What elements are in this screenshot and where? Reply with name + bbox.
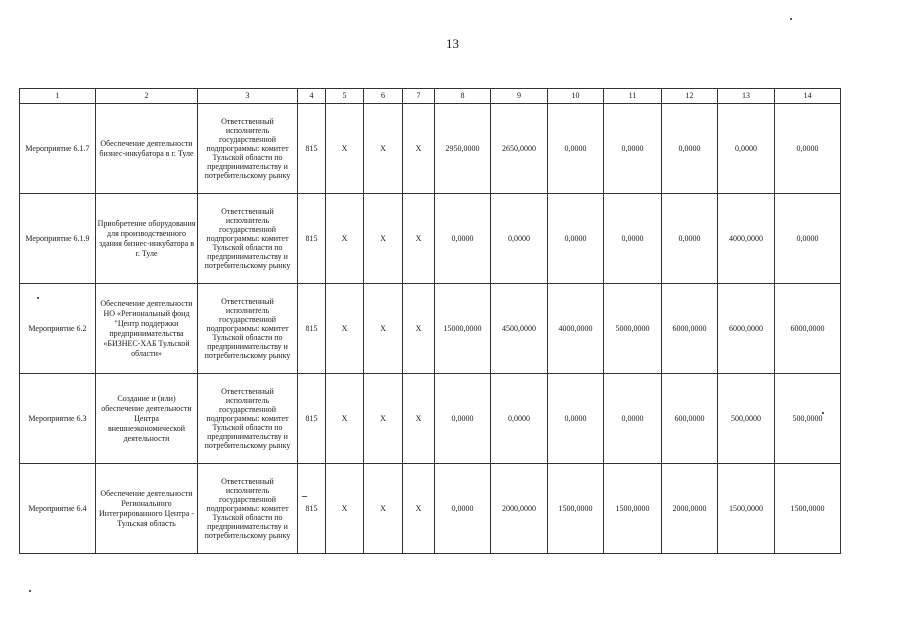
col8-cell: 0,0000 — [435, 194, 491, 284]
col8-cell: 0,0000 — [435, 464, 491, 554]
responsible-cell: Ответственный исполнитель государственной подпрограммы: комитет Тульской области по предпринимательству и потребительскому рынку — [198, 284, 298, 374]
col14-cell: 1500,0000 — [775, 464, 841, 554]
col14-cell: 6000,0000 — [775, 284, 841, 374]
col12-cell: 2000,0000 — [662, 464, 718, 554]
header-cell-4: 4 — [298, 89, 326, 104]
col10-cell: 1500,0000 — [548, 464, 604, 554]
header-cell-3: 3 — [198, 89, 298, 104]
header-cell-6: 6 — [364, 89, 403, 104]
col5-cell: Х — [326, 464, 364, 554]
col12-cell: 0,0000 — [662, 104, 718, 194]
col8-cell: 0,0000 — [435, 374, 491, 464]
col6-cell: Х — [364, 464, 403, 554]
scan-speck — [790, 18, 792, 20]
col13-cell: 1500,0000 — [718, 464, 775, 554]
col13-cell: 6000,0000 — [718, 284, 775, 374]
col10-cell: 0,0000 — [548, 194, 604, 284]
col11-cell: 0,0000 — [604, 374, 662, 464]
col7-cell: Х — [403, 374, 435, 464]
responsible-cell: Ответственный исполнитель государственной подпрограммы: комитет Тульской области по предпринимательству и потребительскому рынку — [198, 374, 298, 464]
header-cell-1: 1 — [20, 89, 96, 104]
col11-cell: 0,0000 — [604, 104, 662, 194]
col13-cell: 500,0000 — [718, 374, 775, 464]
col6-cell: Х — [364, 284, 403, 374]
col11-cell: 1500,0000 — [604, 464, 662, 554]
header-cell-11: 11 — [604, 89, 662, 104]
name-cell: Обеспечение деятельности НО «Региональный фонд "Центр поддержки предпринимательства «БИЗНЕС-ХАБ Тульской области» — [96, 284, 198, 374]
col11-cell: 0,0000 — [604, 194, 662, 284]
scan-speck — [822, 412, 824, 414]
code-cell: 815 — [298, 194, 326, 284]
col9-cell: 2650,0000 — [491, 104, 548, 194]
col10-cell: 4000,0000 — [548, 284, 604, 374]
col7-cell: Х — [403, 464, 435, 554]
event-cell: Мероприятие 6.2 — [20, 284, 96, 374]
col5-cell: Х — [326, 374, 364, 464]
name-cell: Создание и (или) обеспечение деятельности Центра внешнеэкономической деятельности — [96, 374, 198, 464]
page-number: 13 — [446, 36, 459, 51]
col12-cell: 0,0000 — [662, 194, 718, 284]
col9-cell: 2000,0000 — [491, 464, 548, 554]
col7-cell: Х — [403, 104, 435, 194]
header-cell-8: 8 — [435, 89, 491, 104]
col6-cell: Х — [364, 104, 403, 194]
col7-cell: Х — [403, 284, 435, 374]
col6-cell: Х — [364, 194, 403, 284]
col7-cell: Х — [403, 194, 435, 284]
code-cell: 815 — [298, 284, 326, 374]
code-cell: 815 — [298, 104, 326, 194]
responsible-cell: Ответственный исполнитель государственной подпрограммы: комитет Тульской области по предпринимательству и потребительскому рынку — [198, 104, 298, 194]
header-cell-9: 9 — [491, 89, 548, 104]
col13-cell: 0,0000 — [718, 104, 775, 194]
table-row — [20, 284, 841, 374]
col10-cell: 0,0000 — [548, 104, 604, 194]
name-cell: Обеспечение деятельности бизнес-инкубатора в г. Туле — [96, 104, 198, 194]
col12-cell: 6000,0000 — [662, 284, 718, 374]
budget-table — [19, 88, 841, 554]
col8-cell: 2950,0000 — [435, 104, 491, 194]
header-cell-14: 14 — [775, 89, 841, 104]
header-cell-12: 12 — [662, 89, 718, 104]
event-cell: Мероприятие 6.4 — [20, 464, 96, 554]
name-cell: Приобретение оборудования для производственного здания бизнес-инкубатора в г. Туле — [96, 194, 198, 284]
col12-cell: 600,0000 — [662, 374, 718, 464]
col9-cell: 0,0000 — [491, 194, 548, 284]
responsible-cell: Ответственный исполнитель государственной подпрограммы: комитет Тульской области по предпринимательству и потребительскому рынку — [198, 194, 298, 284]
header-row — [20, 89, 841, 104]
col14-cell: 500,0000 — [775, 374, 841, 464]
table-row — [20, 194, 841, 284]
event-cell: Мероприятие 6.3 — [20, 374, 96, 464]
table-row — [20, 464, 841, 554]
col9-cell: 0,0000 — [491, 374, 548, 464]
responsible-cell: Ответственный исполнитель государственной подпрограммы: комитет Тульской области по предпринимательству и потребительскому рынку — [198, 464, 298, 554]
scan-speck — [37, 297, 39, 299]
header-cell-5: 5 — [326, 89, 364, 104]
col14-cell: 0,0000 — [775, 104, 841, 194]
event-cell: Мероприятие 6.1.9 — [20, 194, 96, 284]
table-header — [20, 89, 841, 104]
col5-cell: Х — [326, 104, 364, 194]
header-cell-7: 7 — [403, 89, 435, 104]
code-cell: 815 — [298, 374, 326, 464]
scan-speck — [29, 590, 31, 592]
table-row — [20, 374, 841, 464]
col5-cell: Х — [326, 284, 364, 374]
scan-speck — [302, 496, 307, 497]
col13-cell: 4000,0000 — [718, 194, 775, 284]
header-cell-10: 10 — [548, 89, 604, 104]
col5-cell: Х — [326, 194, 364, 284]
code-cell: 815 — [298, 464, 326, 554]
name-cell: Обеспечение деятельности Регионального Интегрированного Центра - Тульская область — [96, 464, 198, 554]
col10-cell: 0,0000 — [548, 374, 604, 464]
col8-cell: 15000,0000 — [435, 284, 491, 374]
table-row — [20, 104, 841, 194]
header-cell-2: 2 — [96, 89, 198, 104]
header-cell-13: 13 — [718, 89, 775, 104]
col6-cell: Х — [364, 374, 403, 464]
col11-cell: 5000,0000 — [604, 284, 662, 374]
col9-cell: 4500,0000 — [491, 284, 548, 374]
col14-cell: 0,0000 — [775, 194, 841, 284]
event-cell: Мероприятие 6.1.7 — [20, 104, 96, 194]
